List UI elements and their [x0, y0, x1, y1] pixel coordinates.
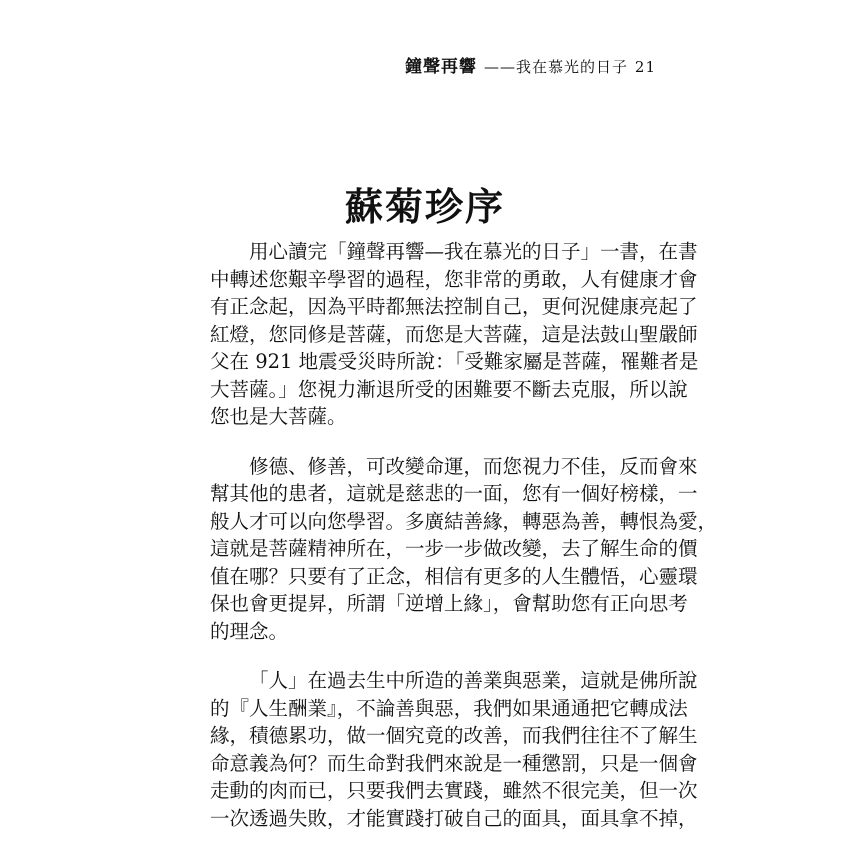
header-book-title: 鐘聲再響 [405, 57, 478, 77]
text-line: 父在 921 地震受災時所說：「受難家屬是菩薩，罹難者是 [210, 350, 699, 373]
text-line: 走動的肉而已，只要我們去實踐，雖然不很完美，但一次 [210, 779, 698, 802]
text-line: 中轉述您艱辛學習的過程，您非常的勇敢，人有健康才會 [210, 267, 698, 291]
text-line: 的理念。 [210, 619, 289, 643]
text-line: 這就是菩薩精神所在，一步一步做改變，去了解生命的價 [210, 537, 698, 560]
page-number: 21 [634, 58, 656, 76]
text-line: 您也是大菩薩。 [210, 405, 347, 428]
text-line: 命意義為何？而生命對我們來說是一種懲罰，只是一個會 [210, 751, 698, 775]
header-subtitle: ——我在慕光的日子 [483, 58, 628, 76]
running-header [405, 52, 656, 77]
text-line: 幫其他的患者，這就是慈悲的一面，您有一個好榜樣，一 [210, 482, 698, 505]
text-line: 大菩薩。」您視力漸退所受的困難要不斷去克服，所以說 [210, 377, 688, 401]
text-line: 紅燈，您同修是菩薩，而您是大菩薩，這是法鼓山聖嚴師 [210, 322, 698, 346]
paragraph [210, 238, 699, 431]
text-line: 有正念起，因為平時都無法控制自己，更何況健康亮起了 [210, 295, 698, 318]
paragraph [210, 453, 718, 646]
text-line: 用心讀完「鐘聲再響—我在慕光的日子」一書，在書 [249, 240, 698, 263]
body-text [210, 238, 718, 854]
text-line: 「人」在過去生中所造的善業與惡業，這就是佛所說 [249, 669, 698, 692]
text-line: 般人才可以向您學習。多廣結善緣，轉惡為善，轉恨為愛， [210, 509, 718, 533]
page-title: 蘇菊珍序 [344, 184, 505, 229]
text-line: 緣，積德累功，做一個究竟的改善，而我們往往不了解生 [210, 724, 698, 747]
text-line: 一次透過失敗，才能實踐打破自己的面具，面具拿不掉， [210, 806, 698, 830]
paragraph [210, 667, 698, 832]
text-line: 修德、修善，可改變命運，而您視力不佳，反而會來 [249, 454, 698, 478]
text-line: 的『人生酬業』，不論善與惡，我們如果通通把它轉成法 [210, 696, 688, 720]
text-line: 保也會更提昇，所謂「逆增上緣」，會幫助您有正向思考 [210, 592, 688, 615]
text-line: 值在哪？只要有了正念，相信有更多的人生體悟，心靈環 [210, 564, 698, 588]
